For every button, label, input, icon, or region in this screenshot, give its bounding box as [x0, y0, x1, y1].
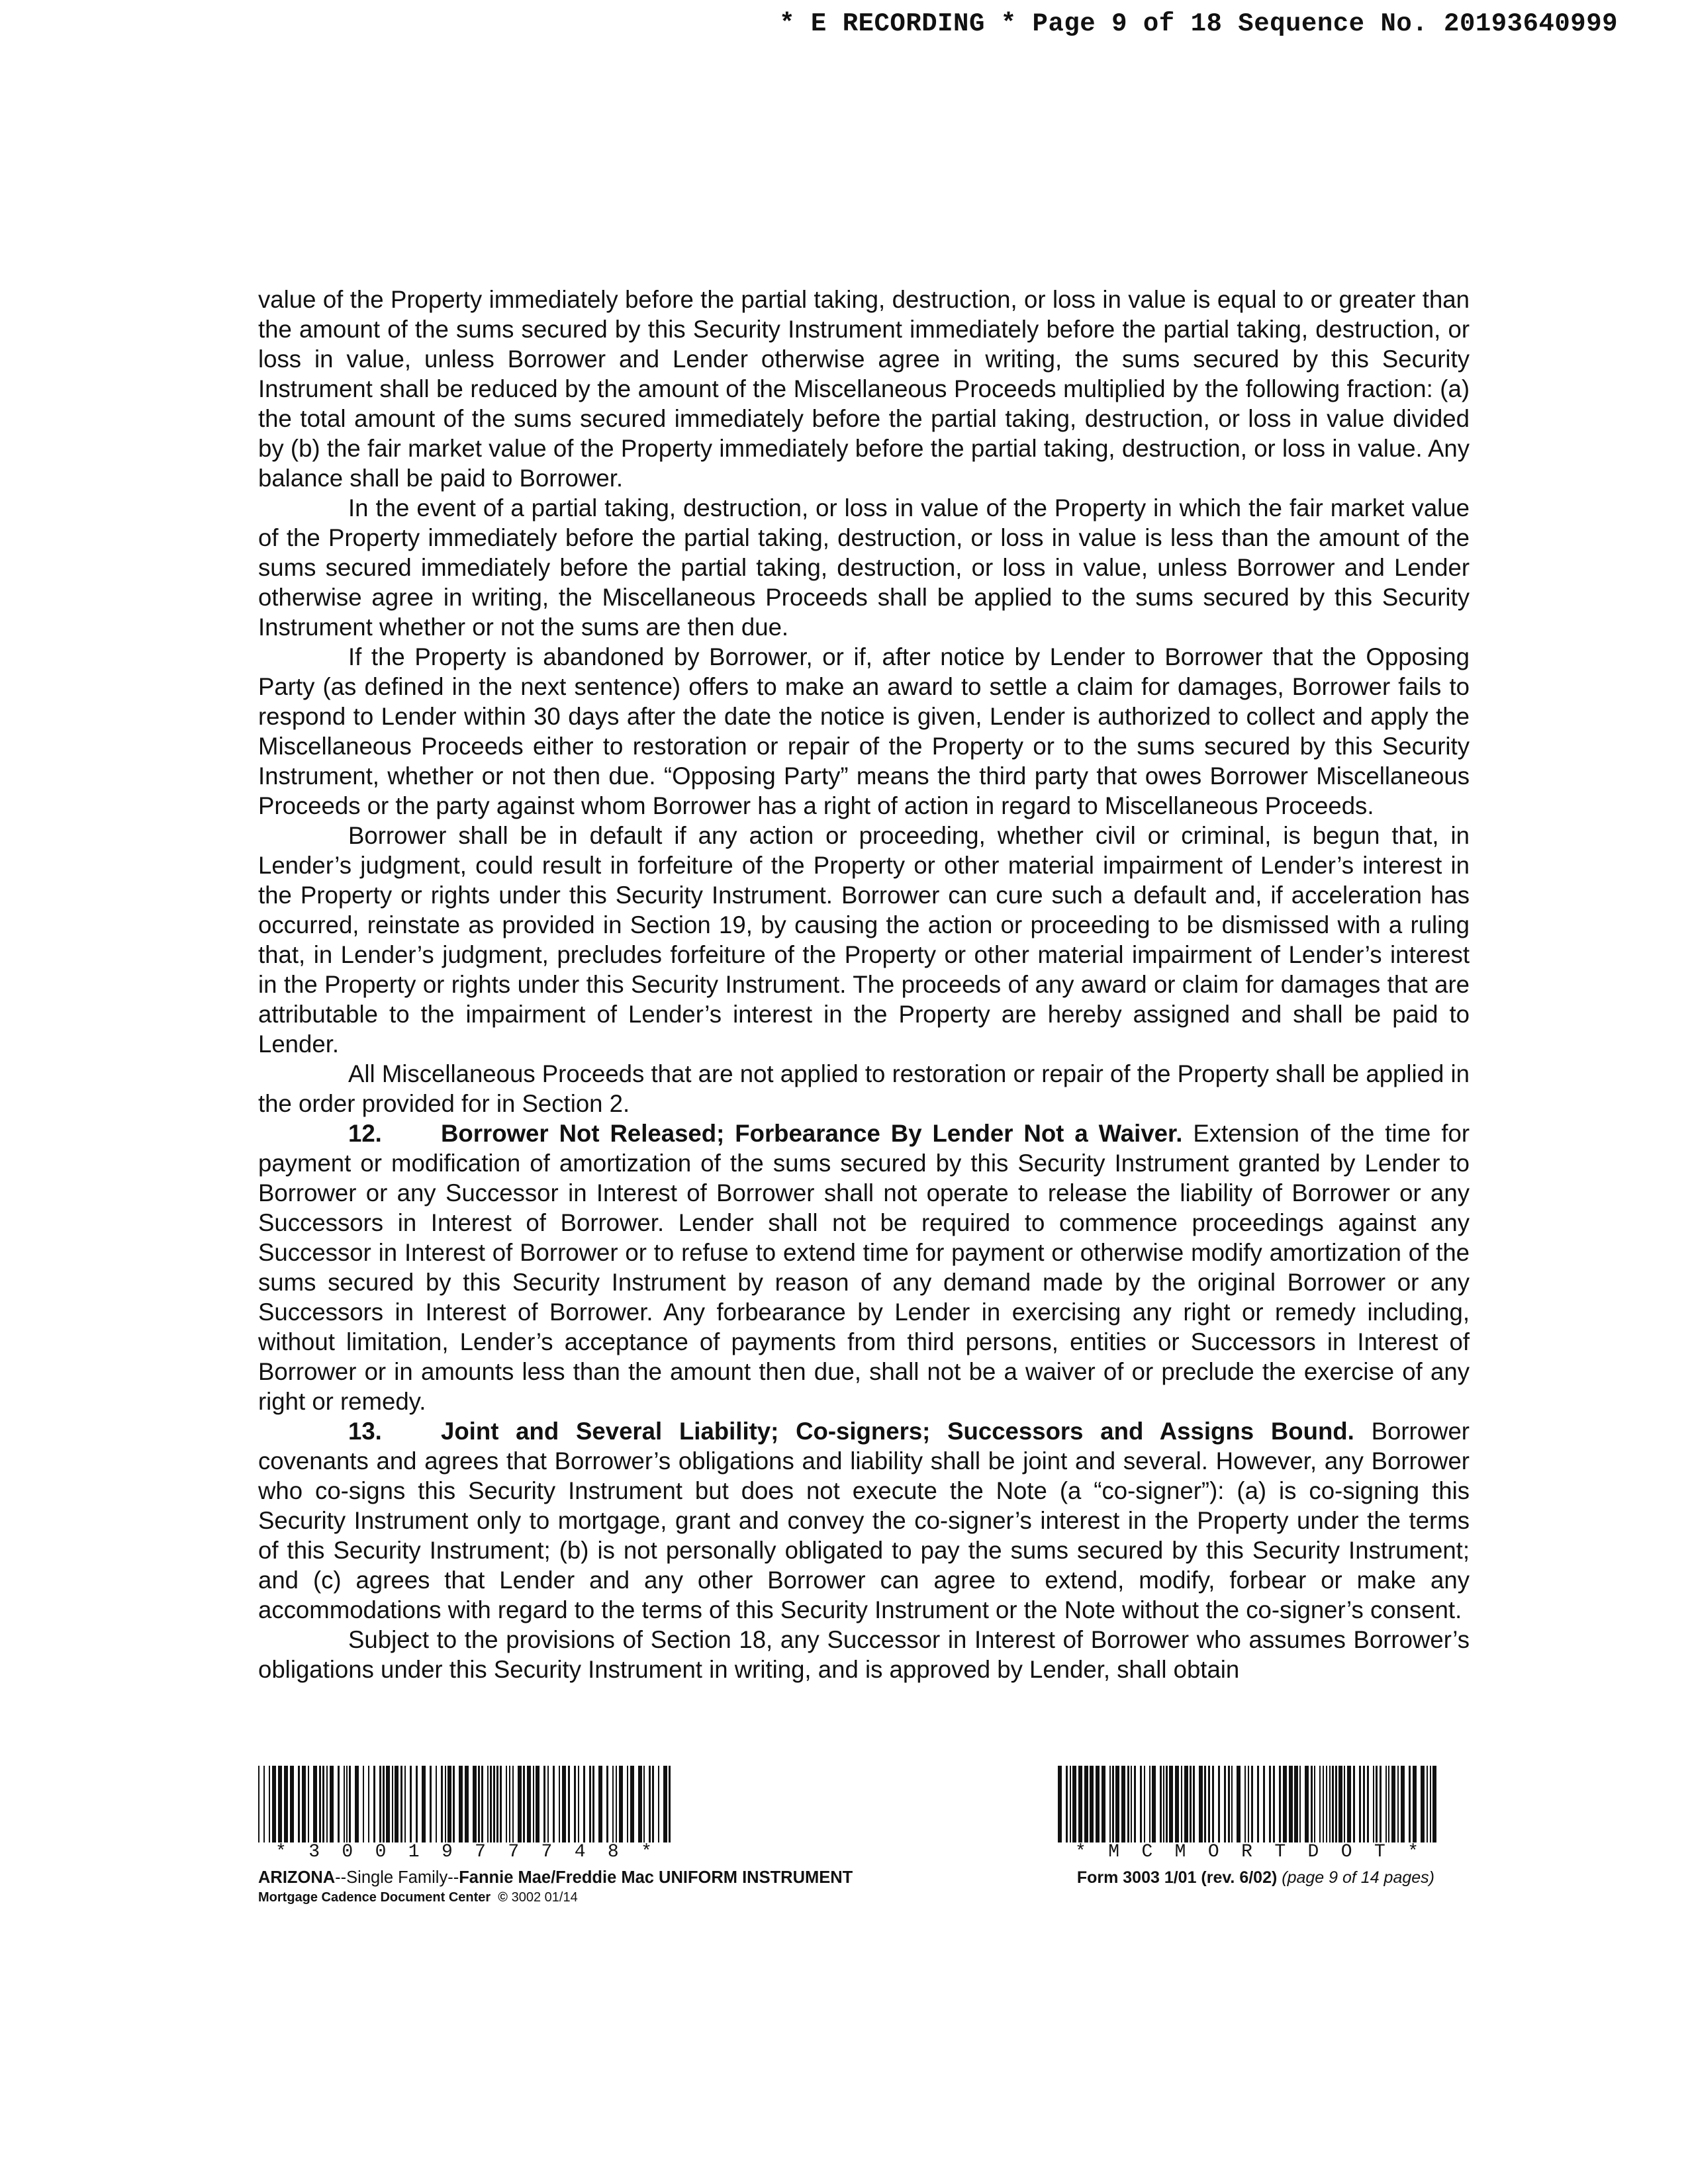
barcode-bar — [1323, 1766, 1324, 1843]
barcode-bar — [373, 1766, 375, 1843]
barcode-bar — [643, 1766, 645, 1843]
barcode-bar — [1134, 1766, 1136, 1843]
barcode-bar — [518, 1766, 522, 1843]
barcode-bar — [649, 1766, 651, 1843]
barcode-bar — [1152, 1766, 1156, 1843]
barcode-bar — [1314, 1766, 1315, 1843]
barcode-bar — [1115, 1766, 1119, 1843]
barcode-char: R — [1241, 1842, 1252, 1862]
barcode-bar — [1193, 1766, 1195, 1843]
barcode-bar — [1127, 1766, 1129, 1843]
barcode-bar — [583, 1766, 585, 1843]
barcode-char: T — [1374, 1842, 1385, 1862]
barcode-bar — [269, 1766, 270, 1843]
barcode-bar — [1273, 1766, 1275, 1843]
barcode-bar — [1305, 1766, 1309, 1843]
barcode-bar — [578, 1766, 579, 1843]
barcode-char: 0 — [375, 1842, 387, 1862]
barcode-bar — [543, 1766, 545, 1843]
barcode-bar — [598, 1766, 602, 1843]
barcode-right — [1058, 1766, 1438, 1862]
barcode-bar — [313, 1766, 317, 1843]
barcode-bar — [630, 1766, 634, 1843]
barcode-bar — [638, 1766, 642, 1843]
barcode-bar — [496, 1766, 498, 1843]
footer-code: 3002 01/14 — [511, 1890, 578, 1905]
barcode-bar — [319, 1766, 321, 1843]
barcode-bar — [1058, 1766, 1062, 1843]
document-body — [258, 285, 1470, 1684]
barcode-bar — [478, 1766, 480, 1843]
barcode-bar — [527, 1766, 531, 1843]
barcode-bar — [258, 1766, 259, 1843]
barcode-bar — [1160, 1766, 1162, 1843]
barcode-bar — [490, 1766, 492, 1843]
barcode-char: 7 — [475, 1842, 486, 1862]
barcode-char: 7 — [541, 1842, 553, 1862]
barcode-bar — [1338, 1766, 1342, 1843]
barcode-bar — [383, 1766, 385, 1843]
section-text: Borrower covenants and agrees that Borrower’s obligations and liability shall be joint and several. However, any Borrower who co-signs this Security Instrument but does not execute the Note (a “co-signer”): (a) is co-signing this Security Instrument only to mortgage, grant and convey the co-signer’s interest in the Property under the terms of this Security Instrument; (b) is not personally obligated to pay the sums secured by this Security Instrument; and (c) agrees that Lender and any other Borrower can agree to extend, modify, forbear or make any accommodations with regard to the terms of this Security Instrument or the Note without the co-signer’s consent. — [258, 1418, 1470, 1623]
barcode-bar — [1224, 1766, 1226, 1843]
barcode-char: 9 — [441, 1842, 453, 1862]
barcode-char: T — [1274, 1842, 1286, 1862]
barcode-bar — [1244, 1766, 1246, 1843]
barcode-bar — [447, 1766, 451, 1843]
barcode-bar — [1070, 1766, 1071, 1843]
barcode-bar — [355, 1766, 359, 1843]
barcode-bar — [1363, 1766, 1365, 1843]
barcode-bar — [1385, 1766, 1387, 1843]
barcode-bars-left — [258, 1766, 672, 1843]
barcode-bar — [1427, 1766, 1428, 1843]
footer-left — [258, 1868, 853, 1907]
barcode-char: 1 — [408, 1842, 420, 1862]
barcode-char: * — [641, 1842, 652, 1862]
barcode-bar — [453, 1766, 455, 1843]
barcode-bar — [1131, 1766, 1132, 1843]
barcode-bar — [1294, 1766, 1298, 1843]
barcode-bar — [1175, 1766, 1179, 1843]
barcode-bar — [547, 1766, 549, 1843]
barcode-bar — [553, 1766, 555, 1843]
footer-right — [1077, 1868, 1434, 1888]
barcode-bar — [349, 1766, 351, 1843]
barcode-bar — [1208, 1766, 1210, 1843]
barcode-bar — [368, 1766, 369, 1843]
barcode-bar — [392, 1766, 393, 1843]
barcode-bar — [1335, 1766, 1337, 1843]
barcode-bar — [1090, 1766, 1094, 1843]
barcode-char: * — [1407, 1842, 1419, 1862]
barcode-bar — [1289, 1766, 1293, 1843]
barcode-bar — [1332, 1766, 1334, 1843]
barcode-bar — [663, 1766, 667, 1843]
barcode-bar — [416, 1766, 418, 1843]
barcode-bar — [1380, 1766, 1382, 1843]
barcode-bar — [1212, 1766, 1214, 1843]
barcode-bar — [616, 1766, 617, 1843]
barcode-bar — [1432, 1766, 1436, 1843]
paragraph: If the Property is abandoned by Borrower, or if, after notice by Lender to Borrower that the Opposing Party (as defined in the next sentence) offers to make an award to settle a claim for damages, Borrower fails to respond to Lender within 30 days after the date the notice is given, Lender is authorized to collect and apply the Miscellaneous Proceeds either to restoration or repair of the Property or to the sums secured by this Security Instrument, whether or not then due. “Opposing Party” means the third party that owes Borrower Miscellaneous Proceeds or the party against whom Borrower has a right of action in regard to Miscellaneous Proceeds. — [258, 643, 1470, 819]
barcode-bar — [559, 1766, 560, 1843]
barcode-bar — [1121, 1766, 1125, 1843]
barcode-bar — [290, 1766, 294, 1843]
barcode-bar — [410, 1766, 412, 1843]
section-number: 13. — [348, 1418, 382, 1445]
barcode-bar — [509, 1766, 510, 1843]
barcode-bar — [459, 1766, 463, 1843]
barcode-bar — [1251, 1766, 1253, 1843]
barcode-bar — [1072, 1766, 1076, 1843]
barcode-bar — [1066, 1766, 1068, 1843]
paragraph: Subject to the provisions of Section 18, any Successor in Interest of Borrower who assumes Borrower’s obligations under this Security Instrument in writing, and is approved by Lender, shall obtain — [258, 1626, 1470, 1683]
barcode-bar — [1248, 1766, 1249, 1843]
barcode-bar — [1102, 1766, 1105, 1843]
barcode-bar — [512, 1766, 514, 1843]
barcode-bar — [1257, 1766, 1259, 1843]
section-12 — [258, 1118, 1470, 1416]
barcode-bar — [592, 1766, 594, 1843]
barcode-bar — [1401, 1766, 1405, 1843]
barcode-bar — [1430, 1766, 1431, 1843]
barcode-bar — [562, 1766, 566, 1843]
barcode-bar — [344, 1766, 345, 1843]
form-description — [258, 1868, 853, 1888]
barcode-bar — [284, 1766, 288, 1843]
barcode-bar — [627, 1766, 628, 1843]
barcode-bar — [1263, 1766, 1265, 1843]
barcode-bar — [1279, 1766, 1281, 1843]
barcode-bar — [302, 1766, 306, 1843]
barcode-bar — [386, 1766, 390, 1843]
barcode-bar — [1388, 1766, 1389, 1843]
paragraph: All Miscellaneous Proceeds that are not applied to restoration or repair of the Property shall be applied in the order provided for in Section 2. — [258, 1060, 1470, 1117]
barcode-text-left — [258, 1843, 672, 1862]
barcode-bar — [536, 1766, 539, 1843]
barcode-char: 4 — [574, 1842, 586, 1862]
barcode-bar — [1376, 1766, 1378, 1843]
barcode-bar — [1359, 1766, 1361, 1843]
barcode-bar — [278, 1766, 282, 1843]
barcode-bar — [1190, 1766, 1192, 1843]
barcode-char: O — [1340, 1842, 1352, 1862]
barcode-bar — [533, 1766, 534, 1843]
section-text: Extension of the time for payment or modification of amortization of the sums secured by this Security Instrument granted by Lender to Borrower or any Successor in Interest of Borrower shall not operate to release the liability of Borrower or any Successors in Interest of Borrower. Lender shall not be required to commence proceedings against any Successor in Interest of Borrower or to refuse to extend time for payment or otherwise modify amortization of the sums secured by this Security Instrument by reason of any demand made by the original Borrower or any Successors in Interest of Borrower. Any forbearance by Lender in exercising any right or remedy including, without limitation, Lender’s acceptance of payments from third persons, entities or Successors in Interest of Borrower or in amounts less than the amount then due, shall not be a waiver of or preclude the exercise of any right or remedy. — [258, 1120, 1470, 1415]
barcode-char: 3 — [308, 1842, 320, 1862]
barcode-char: 0 — [342, 1842, 353, 1862]
section-13 — [258, 1416, 1470, 1625]
barcode-bar — [363, 1766, 364, 1843]
barcode-bar — [1421, 1766, 1425, 1843]
barcode-char: M — [1174, 1842, 1186, 1862]
barcode-bar — [1231, 1766, 1233, 1843]
barcode-bar — [658, 1766, 659, 1843]
barcode-bar — [263, 1766, 265, 1843]
barcode-bar — [1218, 1766, 1220, 1843]
barcode-bar — [481, 1766, 483, 1843]
barcode-char: C — [1141, 1842, 1153, 1862]
barcode-bar — [1237, 1766, 1241, 1843]
barcode-bar — [1199, 1766, 1203, 1843]
document-center — [258, 1888, 853, 1907]
barcode-bar — [1397, 1766, 1399, 1843]
barcode-bar — [1326, 1766, 1327, 1843]
barcode-text-right — [1058, 1843, 1438, 1862]
barcode-bar — [1184, 1766, 1188, 1843]
barcode-bar — [1299, 1766, 1301, 1843]
barcode-bar — [322, 1766, 324, 1843]
barcode-bar — [523, 1766, 525, 1843]
barcode-bar — [1413, 1766, 1417, 1843]
barcode-bar — [1166, 1766, 1168, 1843]
barcode-bar — [493, 1766, 495, 1843]
barcode-bar — [379, 1766, 381, 1843]
barcode-bar — [1347, 1766, 1351, 1843]
barcode-bar — [1391, 1766, 1395, 1843]
barcode-bar — [1367, 1766, 1369, 1843]
barcode-char: O — [1207, 1842, 1219, 1862]
barcode-bar — [606, 1766, 608, 1843]
barcode-bar — [395, 1766, 399, 1843]
barcode-bar — [500, 1766, 502, 1843]
barcode-bar — [1078, 1766, 1082, 1843]
barcode-bar — [436, 1766, 437, 1843]
barcode-bar — [1311, 1766, 1313, 1843]
copyright-symbol: © — [498, 1890, 508, 1905]
barcode-char: 7 — [508, 1842, 520, 1862]
barcode-bar — [326, 1766, 328, 1843]
section-number: 12. — [348, 1120, 382, 1147]
barcode-bar — [430, 1766, 432, 1843]
page-count: (page 9 of 14 pages) — [1282, 1868, 1434, 1887]
barcode-bar — [404, 1766, 406, 1843]
barcode-bar — [574, 1766, 576, 1843]
barcode-bar — [465, 1766, 469, 1843]
barcode-bar — [346, 1766, 348, 1843]
barcode-bars-right — [1058, 1766, 1438, 1843]
barcode-bar — [298, 1766, 300, 1843]
barcode-bar — [1112, 1766, 1114, 1843]
barcode-bar — [422, 1766, 426, 1843]
barcode-char: M — [1108, 1842, 1120, 1862]
barcode-bar — [1181, 1766, 1182, 1843]
paragraph: In the event of a partial taking, destruction, or loss in value of the Property in which the fair market value of the Property immediately before the partial taking, destruction, or loss in value is less than the amount of the sums secured immediately before the partial taking, destruction, or loss in value, unless Borrower and Lender otherwise agree in writing, the Miscellaneous Proceeds shall be applied to the sums secured by this Security Instrument whether or not the sums are then due. — [258, 494, 1470, 641]
barcode-bar — [652, 1766, 654, 1843]
barcode-char: * — [275, 1842, 287, 1862]
footer-center: Mortgage Cadence Document Center — [258, 1890, 491, 1905]
barcode-bar — [1353, 1766, 1355, 1843]
paragraph: value of the Property immediately before the partial taking, destruction, or loss in value is equal to or greater than the amount of the sums secured by this Security Instrument immediately before the partial taking, destruction, or loss in value, unless Borrower and Lender otherwise agree in writing, the sums secured by this Security Instrument shall be reduced by the amount of the Miscellaneous Proceeds multiplied by the following fraction: (a) the total amount of the sums secured immediately before the partial taking, destruction, or loss in value divided by (b) the fair market value of the Property immediately before the partial taking, destruction, or loss in value. Any balance shall be paid to Borrower. — [258, 286, 1470, 492]
barcode-bar — [338, 1766, 340, 1843]
barcode-bar — [1409, 1766, 1411, 1843]
barcode-bar — [272, 1766, 276, 1843]
barcode-bar — [1319, 1766, 1321, 1843]
barcode-bar — [1140, 1766, 1142, 1843]
barcode-bar — [589, 1766, 591, 1843]
barcode-bar — [1329, 1766, 1331, 1843]
barcode-char: D — [1307, 1842, 1319, 1862]
barcode-char: 8 — [607, 1842, 619, 1862]
barcode-bar — [1373, 1766, 1374, 1843]
barcode-bar — [1163, 1766, 1164, 1843]
barcode-bar — [1283, 1766, 1287, 1843]
barcode-bar — [1084, 1766, 1088, 1843]
barcode-left — [258, 1766, 672, 1862]
barcode-bar — [441, 1766, 443, 1843]
footer-family: --Single Family-- — [335, 1868, 459, 1887]
barcode-bar — [1228, 1766, 1230, 1843]
barcode-bar — [473, 1766, 477, 1843]
barcode-bar — [1149, 1766, 1150, 1843]
barcode-bar — [445, 1766, 446, 1843]
barcode-bar — [1109, 1766, 1111, 1843]
form-number: Form 3003 1/01 (rev. 6/02) — [1076, 1868, 1278, 1887]
barcode-bar — [568, 1766, 570, 1843]
barcode-bar — [506, 1766, 507, 1843]
recording-stamp: * E RECORDING * Page 9 of 18 Sequence No. 20193640999 — [779, 9, 1618, 38]
section-title: Borrower Not Released; Forbearance By Lender Not a Waiver. — [441, 1120, 1183, 1147]
footer-state: ARIZONA — [258, 1868, 336, 1887]
barcode-bar — [612, 1766, 614, 1843]
barcode-bar — [619, 1766, 623, 1843]
footer-agency: Fannie Mae/Freddie Mac UNIFORM INSTRUMENT — [459, 1868, 853, 1887]
barcode-bar — [1269, 1766, 1271, 1843]
section-title: Joint and Several Liability; Co-signers; Successors and Assigns Bound. — [441, 1418, 1354, 1445]
barcode-bar — [1344, 1766, 1345, 1843]
barcode-bar — [669, 1766, 671, 1843]
barcode-bar — [400, 1766, 402, 1843]
barcode-bar — [487, 1766, 489, 1843]
barcode-bar — [1096, 1766, 1100, 1843]
barcode-bar — [330, 1766, 334, 1843]
barcode-char: * — [1075, 1842, 1086, 1862]
barcode-bar — [1144, 1766, 1145, 1843]
paragraph: Borrower shall be in default if any action or proceeding, whether civil or criminal, is begun that, in Lender’s judgment, could result in forfeiture of the Property or other material impairment of Lender’s interest in the Property or rights under this Security Instrument. Borrower can cure such a default and, if acceleration has occurred, reinstate as provided in Section 19, by causing the action or proceeding to be dismissed with a ruling that, in Lender’s judgment, precludes forfeiture of the Property or other material impairment of Lender’s interest in the Property or rights under this Security Instrument. The proceeds of any award or claim for damages that are attributable to the impairment of Lender’s interest in the Property are hereby assigned and shall be paid to Lender. — [258, 822, 1470, 1058]
barcode-bar — [308, 1766, 309, 1843]
barcode-bar — [1204, 1766, 1206, 1843]
barcode-bar — [1169, 1766, 1173, 1843]
